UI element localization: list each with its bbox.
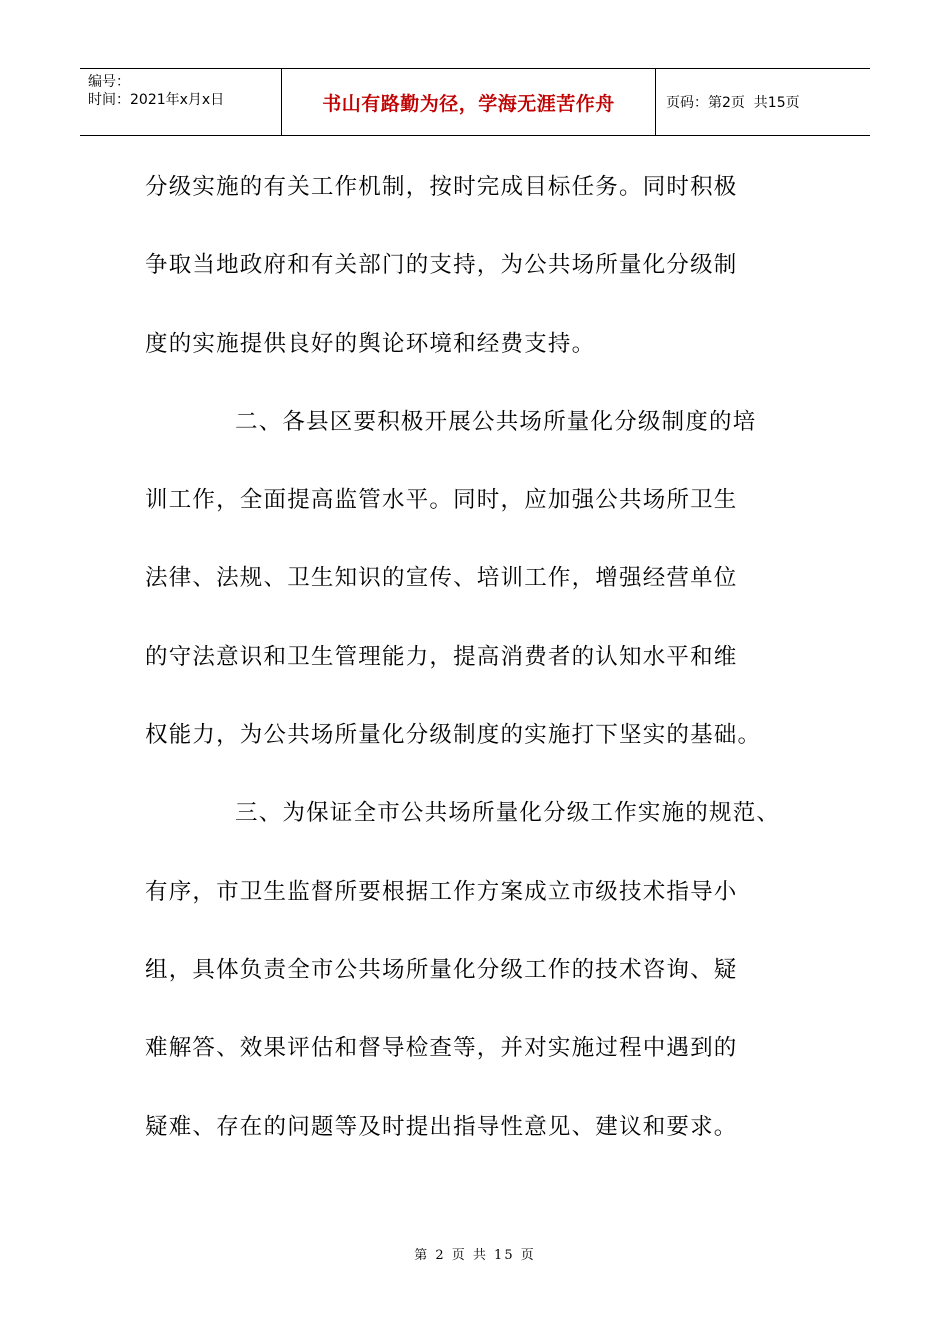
body-line: 权能力，为公共场所量化分级制度的实施打下坚实的基础。 [145, 722, 762, 749]
body-line: 分级实施的有关工作机制，按时完成目标任务。同时积极 [145, 174, 738, 200]
header-table [80, 68, 870, 136]
body-line: 度的实施提供良好的舆论环境和经费支持。 [145, 330, 596, 357]
document-body [145, 148, 805, 1166]
body-line: 组，具体负责全市公共场所量化分级工作的技术咨询、疑 [145, 956, 738, 983]
header-page-info: 页码：第2页 共15页 [666, 95, 800, 111]
header-motto: 书山有路勤为径，学海无涯苦作舟 [322, 92, 615, 115]
body-line: 疑难、存在的问题等及时提出指导性意见、建议和要求。 [145, 1113, 738, 1140]
document-time-label: 时间：2021年x月x日 [88, 92, 225, 108]
body-line: 训工作，全面提高监管水平。同时，应加强公共场所卫生 [145, 487, 738, 514]
body-line: 法律、法规、卫生知识的宣传、培训工作，增强经营单位 [145, 565, 738, 592]
body-line: 争取当地政府和有关部门的支持，为公共场所量化分级制 [145, 252, 738, 279]
header-motto-cell [282, 69, 656, 135]
body-line: 难解答、效果评估和督导检查等，并对实施过程中遇到的 [145, 1035, 738, 1062]
header-meta-cell [80, 69, 282, 135]
body-line: 的守法意识和卫生管理能力，提高消费者的认知水平和维 [145, 643, 738, 670]
paragraph-start-line: 三、为保证全市公共场所量化分级工作实施的规范、 [235, 800, 781, 827]
page-footer: 第 2 页 共 15 页 [414, 1248, 536, 1263]
paragraph-start-line: 二、各县区要积极开展公共场所量化分级制度的培 [235, 408, 757, 435]
document-number-label: 编号： [88, 74, 130, 90]
body-line: 有序，市卫生监督所要根据工作方案成立市级技术指导小 [145, 878, 738, 905]
header-page-cell [656, 69, 870, 135]
